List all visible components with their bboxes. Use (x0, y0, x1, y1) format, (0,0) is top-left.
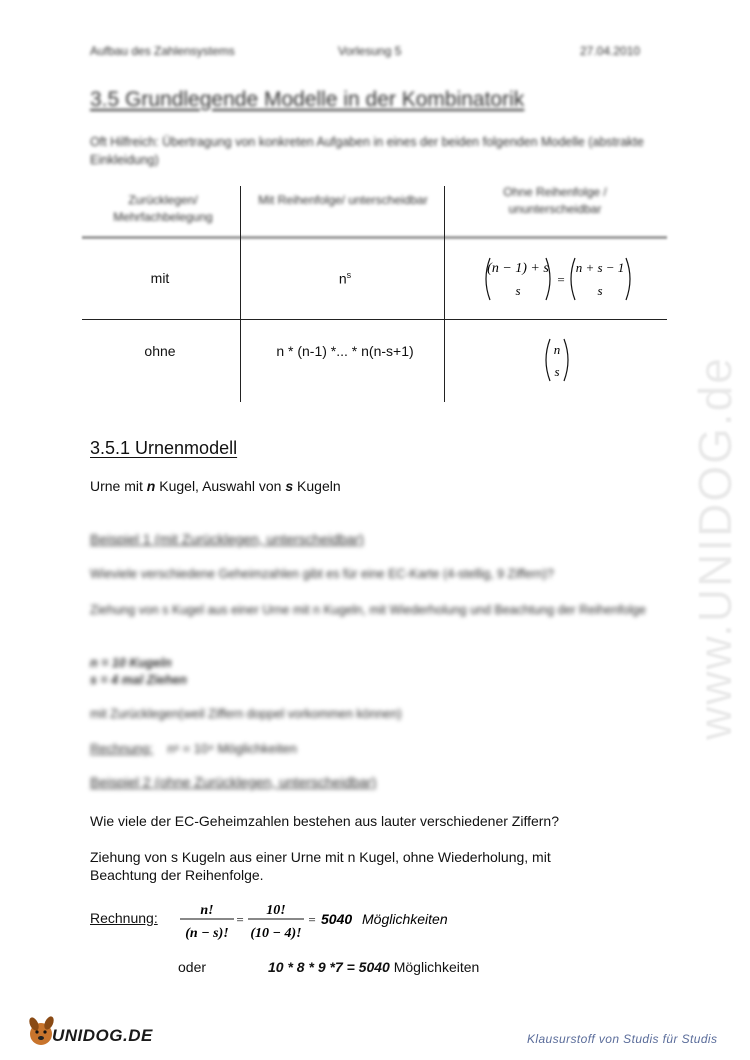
equals-2: = (308, 912, 316, 927)
table-header-mit-reihenfolge: Mit Reihenfolge/ unterscheidbar (258, 193, 428, 207)
watermark-text: www.UNIDOG.de (689, 356, 741, 740)
example-1-description: Ziehung von s Kugel aus einer Urne mit n Kugeln, mit Wiederholung und Beachtung der Reihenfolge (90, 603, 646, 617)
equals-1: = (236, 912, 244, 927)
power-base: n (338, 270, 347, 287)
alternative-unit: Möglichkeiten (393, 959, 480, 975)
row-label-mit: mit (150, 270, 170, 286)
urn-text-mid: Kugel, Auswahl von (155, 478, 286, 494)
power-exponent: s (346, 270, 352, 280)
header-lecture-number: Vorlesung 5 (338, 44, 402, 58)
unidog-logo-text: UNIDOG.DE (52, 1026, 153, 1045)
binom-bottom: s (554, 364, 560, 379)
fraction-1-denominator: (n − s)! (185, 926, 229, 941)
table-column-divider-2 (444, 186, 445, 402)
example-1-n-line: n = 10 Kugeln (90, 656, 172, 670)
table-header-rule (82, 236, 667, 239)
example-1-replacement-note: mit Zurücklegen(weil Ziffern doppel vorkommen können) (90, 707, 402, 721)
binom-right-top: n + s − 1 (575, 260, 625, 275)
binom-equals: = (557, 272, 565, 287)
binom-top: n (553, 342, 561, 357)
example-1-calculation-label: Rechnung: (90, 741, 153, 756)
section-title: 3.5 Grundlegende Modelle in der Kombinatorik (90, 88, 525, 111)
footer-tagline: Klausurstoff von Studis für Studis (527, 1032, 718, 1046)
alternative-label: oder (178, 959, 207, 975)
binom-left-top: (n − 1) + s (487, 261, 549, 276)
example-1-question: Wieviele verschiedene Geheimzahlen gibt es für eine EC-Karte (4-stellig, 9 Ziffern)? (90, 567, 554, 581)
cell-ordered-without-replacement: n * (n-1) *... * n(n-s+1) (276, 343, 414, 359)
urn-text-pre: Urne mit (90, 478, 147, 494)
table-header-ohne-reihenfolge: Ohne Reihenfolge / ununterscheidbar (503, 185, 607, 216)
example-1-title: Beispiel 1 (mit Zurücklegen, unterscheidbar) (90, 531, 364, 547)
example-2-title: Beispiel 2 (ohne Zurücklegen, unterscheidbar) (90, 774, 377, 790)
example-2-description: Ziehung von s Kugeln aus einer Urne mit n Kugel, ohne Wiederholung, mit Beachtung der Reihenfolge. (90, 849, 551, 883)
subsection-title: 3.5.1 Urnenmodell (90, 438, 238, 458)
binom-left-bottom: s (515, 283, 521, 298)
urn-s: s (285, 478, 294, 494)
cell-ordered-with-replacement (300, 270, 390, 287)
fraction-2-numerator: 10! (266, 903, 286, 918)
example-1-s-line: s = 4 mal Ziehen (90, 673, 187, 687)
binomial-formula-with-replacement (480, 254, 635, 304)
fraction-2-denominator: (10 − 4)! (250, 926, 302, 941)
fraction-1-numerator: n! (200, 903, 214, 918)
example-2-question: Wie viele der EC-Geheimzahlen bestehen aus lauter verschiedener Ziffern? (90, 813, 559, 829)
urn-text-post: Kugeln (293, 478, 341, 494)
table-row-divider (82, 319, 667, 320)
intro-paragraph: Oft Hilfreich: Übertragung von konkreten Aufgaben in eines der beiden folgenden Modelle (abstrakte Einkleidung) (90, 135, 644, 167)
example-2-fraction-formula (176, 896, 476, 944)
table-column-divider-1 (240, 186, 241, 402)
binomial-formula-without-replacement (540, 336, 574, 384)
example-2-calculation-label: Rechnung: (90, 910, 158, 926)
header-course-title: Aufbau des Zahlensystems (90, 44, 235, 58)
result-value: 5040 (321, 911, 353, 927)
example-1-calculation (90, 741, 297, 756)
urn-n: n (146, 478, 156, 494)
urn-description (90, 478, 341, 494)
example-1-calculation-formula: nˢ = 10⁴ Möglichkeiten (167, 741, 297, 756)
row-label-ohne: ohne (144, 343, 176, 359)
table-header-zuruecklegen: Zurücklegen/ Mehrfachbelegung (113, 193, 213, 224)
alternative-calculation (268, 959, 479, 975)
binom-right-bottom: s (597, 283, 603, 298)
result-unit: Möglichkeiten (362, 911, 448, 927)
header-date: 27.04.2010 (580, 44, 641, 58)
alternative-expression: 10 * 8 * 9 *7 = 5040 (268, 959, 390, 975)
